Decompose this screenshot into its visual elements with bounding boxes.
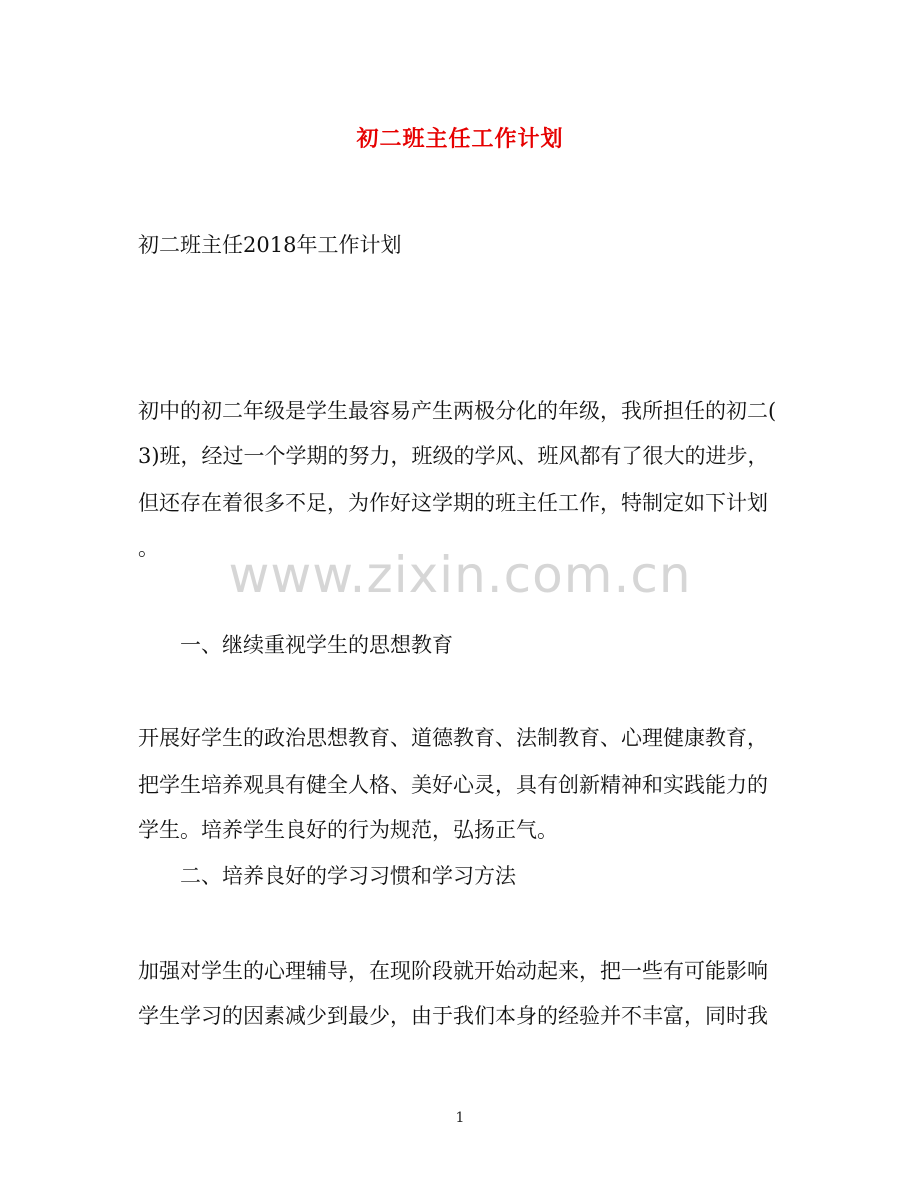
page-number: 1 bbox=[455, 1110, 465, 1126]
document-subtitle: 初二班主任2018年工作计划 bbox=[138, 233, 402, 257]
paragraph-3-line-2: 学生学习的因素减少到最少，由于我们本身的经验并不丰富，同时我 bbox=[138, 1004, 768, 1028]
paragraph-1-line-2: 3)班，经过一个学期的努力，班级的学风、班风都有了很大的进步， bbox=[138, 444, 769, 468]
watermark: www.zixin.com.cn bbox=[228, 546, 692, 604]
document-title: 初二班主任工作计划 bbox=[356, 126, 564, 152]
paragraph-2-line-2: 把学生培养观具有健全人格、美好心灵，具有创新精神和实践能力的 bbox=[138, 773, 768, 797]
section-1-heading: 一、继续重视学生的思想教育 bbox=[180, 633, 453, 657]
paragraph-3-line-1: 加强对学生的心理辅导，在现阶段就开始动起来，把一些有可能影响 bbox=[138, 959, 768, 983]
paragraph-1-line-4: 。 bbox=[138, 536, 159, 560]
paragraph-1-line-3: 但还存在着很多不足，为作好这学期的班主任工作，特制定如下计划 bbox=[138, 491, 768, 515]
paragraph-2-line-1: 开展好学生的政治思想教育、道德教育、法制教育、心理健康教育， bbox=[138, 726, 768, 750]
section-2-heading: 二、培养良好的学习习惯和学习方法 bbox=[180, 864, 516, 888]
paragraph-1-line-1: 初中的初二年级是学生最容易产生两极分化的年级，我所担任的初二( bbox=[138, 399, 777, 423]
paragraph-2-line-3: 学生。培养学生良好的行为规范，弘扬正气。 bbox=[138, 818, 558, 842]
